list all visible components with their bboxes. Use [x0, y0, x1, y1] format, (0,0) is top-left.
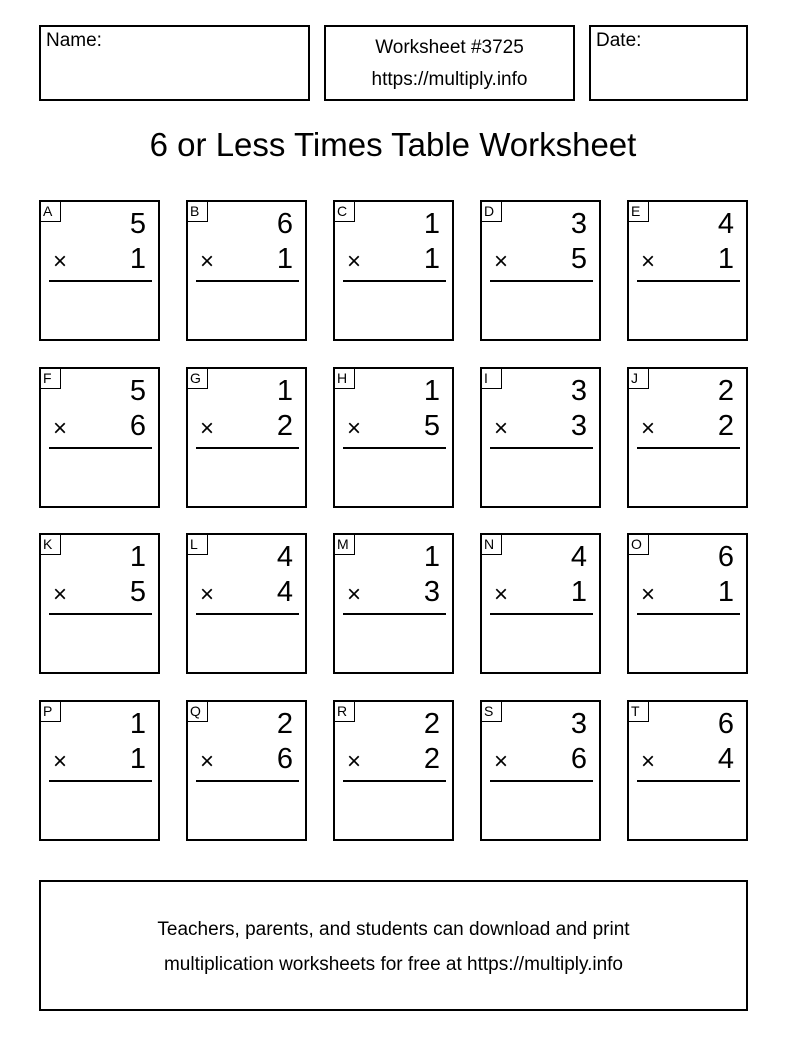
multiply-sign-icon: ×	[53, 414, 68, 442]
problem-top-number: 1	[276, 374, 293, 407]
problem-label: Q	[188, 702, 208, 722]
answer-line	[49, 280, 152, 282]
problem-card[interactable]	[480, 533, 601, 674]
date-box[interactable]	[589, 25, 748, 101]
problem-card[interactable]	[480, 200, 601, 341]
date-label: Date:	[596, 30, 642, 51]
problem-bottom-number: 1	[423, 243, 440, 275]
problem-label: N	[482, 535, 502, 555]
problem-label: K	[41, 535, 61, 555]
problem-bottom-number: 5	[423, 409, 440, 442]
problem-label: C	[335, 202, 355, 222]
problem-card[interactable]	[39, 367, 160, 508]
multiply-sign-icon: ×	[494, 414, 509, 442]
problem-top-number: 3	[570, 208, 587, 240]
answer-line	[637, 613, 740, 615]
multiply-sign-icon: ×	[53, 248, 68, 275]
problem-bottom-number: 1	[129, 243, 146, 275]
problem-label: M	[335, 535, 355, 555]
problem-card[interactable]	[333, 533, 454, 674]
problem-top-number: 6	[276, 208, 293, 240]
answer-line	[343, 447, 446, 449]
problem-top-number: 5	[129, 374, 146, 407]
answer-line	[637, 280, 740, 282]
problem-label: R	[335, 702, 355, 722]
problem-card[interactable]	[39, 200, 160, 341]
problem-bottom-number: 4	[717, 743, 734, 776]
problem-top-number: 2	[423, 708, 440, 741]
worksheet-info-box	[324, 25, 575, 101]
multiply-sign-icon: ×	[53, 581, 68, 609]
problem-card[interactable]	[333, 200, 454, 341]
multiply-sign-icon: ×	[200, 581, 215, 609]
problem-card[interactable]	[333, 700, 454, 841]
problem-bottom-number: 2	[423, 743, 440, 776]
multiply-sign-icon: ×	[494, 248, 509, 275]
problem-bottom-number: 3	[423, 576, 440, 609]
answer-line	[490, 613, 593, 615]
problem-top-number: 1	[423, 374, 440, 407]
problem-top-number: 3	[570, 374, 587, 407]
problem-label: G	[188, 369, 208, 389]
answer-line	[343, 613, 446, 615]
worksheet-url: https://multiply.info	[371, 69, 528, 90]
problem-label: B	[188, 202, 208, 222]
multiply-sign-icon: ×	[347, 414, 362, 442]
problem-bottom-number: 3	[570, 409, 587, 442]
problem-label: T	[629, 702, 649, 722]
answer-line	[196, 447, 299, 449]
answer-line	[49, 613, 152, 615]
multiply-sign-icon: ×	[641, 414, 656, 442]
footer-line-1: Teachers, parents, and students can download and print	[157, 919, 630, 940]
multiply-sign-icon: ×	[494, 748, 509, 776]
worksheet-number: Worksheet #3725	[375, 37, 524, 58]
multiply-sign-icon: ×	[641, 248, 656, 275]
answer-line	[196, 280, 299, 282]
problem-top-number: 1	[423, 208, 440, 240]
problem-top-number: 4	[276, 541, 293, 574]
problem-label: O	[629, 535, 649, 555]
problem-label: S	[482, 702, 502, 722]
problem-top-number: 4	[570, 541, 587, 574]
problem-bottom-number: 5	[129, 576, 146, 609]
problem-label: E	[629, 202, 649, 222]
answer-line	[343, 780, 446, 782]
answer-line	[49, 447, 152, 449]
problem-bottom-number: 1	[717, 576, 734, 609]
problem-bottom-number: 2	[717, 409, 734, 442]
problem-top-number: 2	[717, 374, 734, 407]
problem-bottom-number: 6	[129, 409, 146, 442]
problem-bottom-number: 6	[276, 743, 293, 776]
problem-card[interactable]	[627, 533, 748, 674]
problem-top-number: 1	[129, 541, 146, 574]
problem-card[interactable]	[333, 367, 454, 508]
problem-label: D	[482, 202, 502, 222]
answer-line	[490, 780, 593, 782]
problem-bottom-number: 5	[570, 243, 587, 275]
problem-card[interactable]	[186, 367, 307, 508]
multiply-sign-icon: ×	[347, 748, 362, 776]
answer-line	[196, 780, 299, 782]
problem-label: H	[335, 369, 355, 389]
problem-top-number: 4	[717, 208, 734, 240]
problem-top-number: 6	[717, 541, 734, 574]
problem-top-number: 1	[423, 541, 440, 574]
answer-line	[490, 280, 593, 282]
problem-label: L	[188, 535, 208, 555]
problem-label: J	[629, 369, 649, 389]
problem-label: F	[41, 369, 61, 389]
problem-bottom-number: 6	[570, 743, 587, 776]
problem-bottom-number: 2	[276, 409, 293, 442]
answer-line	[343, 280, 446, 282]
multiply-sign-icon: ×	[53, 748, 68, 776]
problem-card[interactable]	[627, 700, 748, 841]
problem-top-number: 2	[276, 708, 293, 741]
multiply-sign-icon: ×	[641, 581, 656, 609]
problem-card[interactable]	[186, 200, 307, 341]
problem-card[interactable]	[186, 533, 307, 674]
problem-bottom-number: 1	[570, 576, 587, 609]
problem-label: P	[41, 702, 61, 722]
multiply-sign-icon: ×	[200, 248, 215, 275]
multiply-sign-icon: ×	[494, 581, 509, 609]
problem-label: A	[41, 202, 61, 222]
multiply-sign-icon: ×	[347, 248, 362, 275]
multiply-sign-icon: ×	[200, 748, 215, 776]
problem-card[interactable]	[186, 700, 307, 841]
problem-top-number: 6	[717, 708, 734, 741]
page-title: 6 or Less Times Table Worksheet	[149, 126, 637, 163]
problem-card[interactable]	[480, 367, 601, 508]
problem-card[interactable]	[39, 700, 160, 841]
problem-card[interactable]	[39, 533, 160, 674]
problem-bottom-number: 1	[717, 243, 734, 275]
problem-bottom-number: 1	[129, 743, 146, 776]
multiply-sign-icon: ×	[200, 414, 215, 442]
problem-card[interactable]	[627, 367, 748, 508]
problem-label: I	[482, 369, 502, 389]
answer-line	[637, 780, 740, 782]
footer-box	[39, 880, 748, 1011]
answer-line	[490, 447, 593, 449]
name-box[interactable]	[39, 25, 310, 101]
problem-top-number: 5	[129, 208, 146, 240]
problem-card[interactable]	[480, 700, 601, 841]
problem-bottom-number: 1	[276, 243, 293, 275]
problem-top-number: 1	[129, 708, 146, 741]
footer-line-2: multiplication worksheets for free at https://multiply.info	[163, 954, 623, 975]
multiply-sign-icon: ×	[347, 581, 362, 609]
name-label: Name:	[46, 30, 102, 51]
answer-line	[637, 447, 740, 449]
answer-line	[49, 780, 152, 782]
problem-top-number: 3	[570, 708, 587, 741]
multiply-sign-icon: ×	[641, 748, 656, 776]
problem-card[interactable]	[627, 200, 748, 341]
answer-line	[196, 613, 299, 615]
problem-bottom-number: 4	[276, 576, 293, 609]
